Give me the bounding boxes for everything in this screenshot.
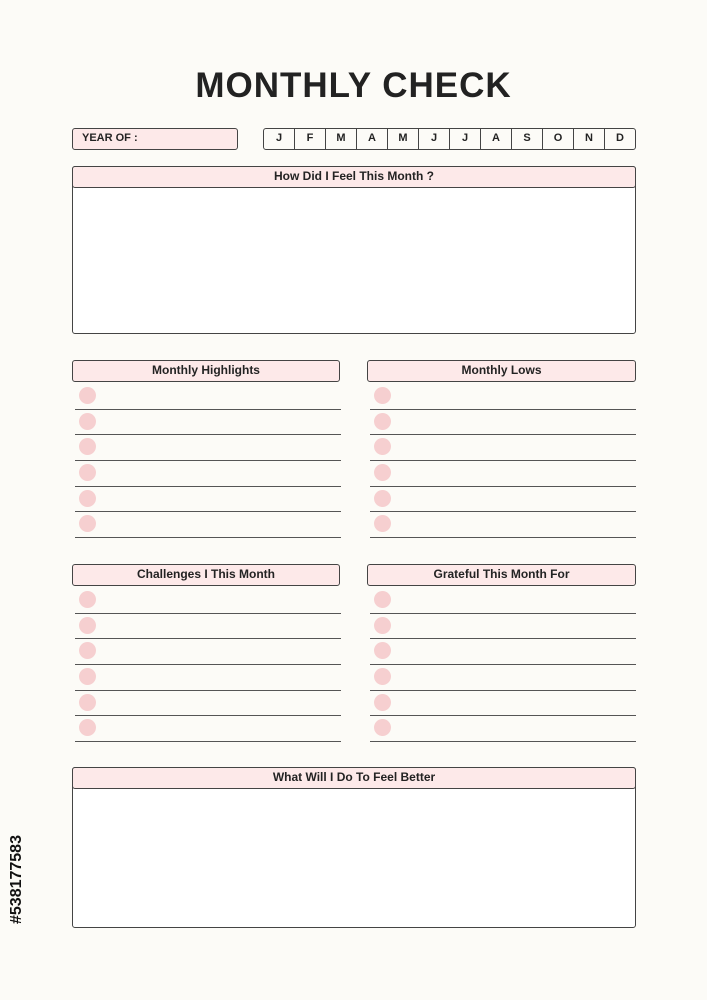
bullet-dot-icon: [79, 387, 96, 404]
list-item[interactable]: [370, 410, 636, 436]
list-item[interactable]: [370, 665, 636, 691]
month-feb[interactable]: F: [295, 129, 326, 149]
bullet-dot-icon: [374, 668, 391, 685]
month-aug[interactable]: A: [481, 129, 512, 149]
bullet-dot-icon: [374, 413, 391, 430]
list-item[interactable]: [370, 691, 636, 717]
feel-notes-box[interactable]: [72, 166, 636, 334]
list-item[interactable]: [75, 512, 341, 538]
bullet-dot-icon: [374, 387, 391, 404]
lows-header: Monthly Lows: [367, 360, 636, 382]
list-item[interactable]: [75, 588, 341, 614]
list-item[interactable]: [370, 435, 636, 461]
month-mar[interactable]: M: [326, 129, 357, 149]
list-item[interactable]: [75, 487, 341, 513]
bullet-dot-icon: [79, 617, 96, 634]
list-item[interactable]: [75, 614, 341, 640]
bullet-dot-icon: [79, 668, 96, 685]
bullet-dot-icon: [374, 694, 391, 711]
month-jun[interactable]: J: [419, 129, 450, 149]
bullet-dot-icon: [374, 438, 391, 455]
stock-id-label: #538177583: [8, 835, 25, 925]
month-jul[interactable]: J: [450, 129, 481, 149]
bullet-dot-icon: [374, 617, 391, 634]
highlights-list: [75, 384, 341, 538]
bullet-dot-icon: [79, 642, 96, 659]
list-item[interactable]: [75, 716, 341, 742]
list-item[interactable]: [75, 461, 341, 487]
month-jan[interactable]: J: [264, 129, 295, 149]
bullet-dot-icon: [374, 515, 391, 532]
bullet-dot-icon: [79, 694, 96, 711]
better-notes-box[interactable]: [72, 767, 636, 928]
page-title: MONTHLY CHECK: [195, 66, 512, 105]
bullet-dot-icon: [374, 490, 391, 507]
bullet-dot-icon: [374, 642, 391, 659]
list-item[interactable]: [370, 639, 636, 665]
list-item[interactable]: [370, 588, 636, 614]
bullet-dot-icon: [79, 438, 96, 455]
challenges-list: [75, 588, 341, 742]
month-oct[interactable]: O: [543, 129, 574, 149]
feel-header: How Did I Feel This Month ?: [72, 166, 636, 188]
list-item[interactable]: [75, 435, 341, 461]
bullet-dot-icon: [79, 591, 96, 608]
month-nov[interactable]: N: [574, 129, 605, 149]
grateful-header: Grateful This Month For: [367, 564, 636, 586]
lows-list: [370, 384, 636, 538]
list-item[interactable]: [370, 512, 636, 538]
list-item[interactable]: [75, 410, 341, 436]
month-apr[interactable]: A: [357, 129, 388, 149]
challenges-header: Challenges I This Month: [72, 564, 340, 586]
list-item[interactable]: [75, 384, 341, 410]
month-dec[interactable]: D: [616, 132, 624, 144]
bullet-dot-icon: [374, 464, 391, 481]
highlights-header: Monthly Highlights: [72, 360, 340, 382]
bullet-dot-icon: [79, 719, 96, 736]
year-field[interactable]: YEAR OF :: [72, 128, 238, 150]
better-header: What Will I Do To Feel Better: [72, 767, 636, 789]
month-selector: [263, 128, 636, 150]
list-item[interactable]: [75, 639, 341, 665]
bullet-dot-icon: [374, 719, 391, 736]
month-may[interactable]: M: [388, 129, 419, 149]
list-item[interactable]: [370, 487, 636, 513]
bullet-dot-icon: [79, 413, 96, 430]
list-item[interactable]: [370, 614, 636, 640]
list-item[interactable]: [75, 691, 341, 717]
bullet-dot-icon: [79, 464, 96, 481]
month-sep[interactable]: S: [512, 129, 543, 149]
bullet-dot-icon: [79, 515, 96, 532]
bullet-dot-icon: [79, 490, 96, 507]
bullet-dot-icon: [374, 591, 391, 608]
list-item[interactable]: [370, 384, 636, 410]
list-item[interactable]: [75, 665, 341, 691]
list-item[interactable]: [370, 716, 636, 742]
list-item[interactable]: [370, 461, 636, 487]
grateful-list: [370, 588, 636, 742]
